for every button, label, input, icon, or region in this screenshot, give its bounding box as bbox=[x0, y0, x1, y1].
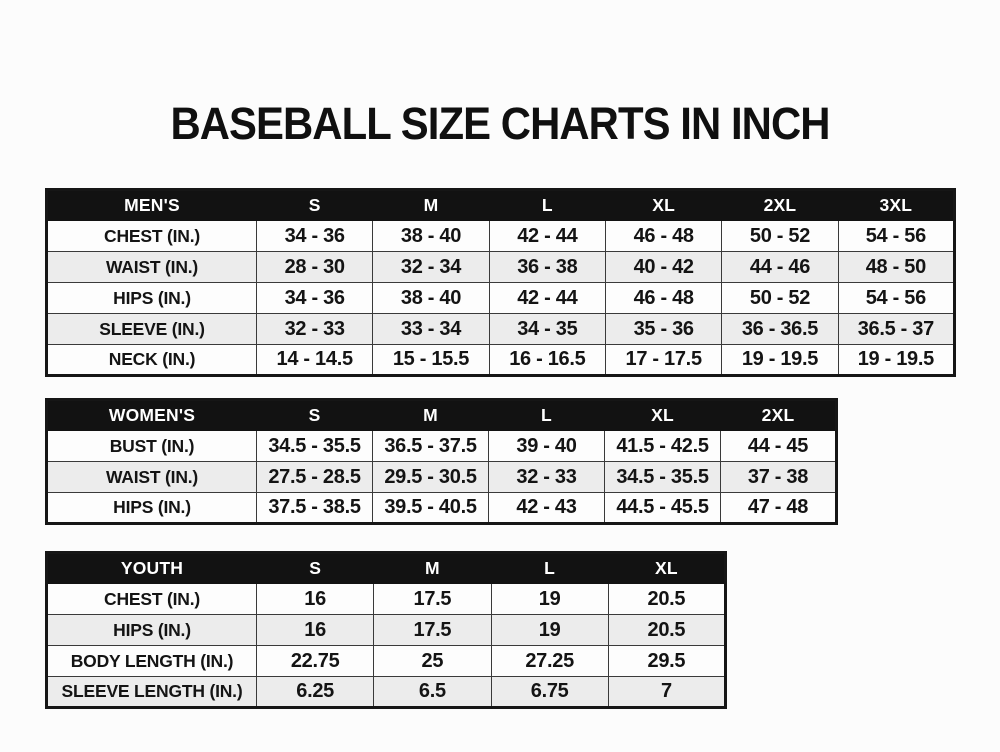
size-value-cell: 38 - 40 bbox=[373, 221, 489, 252]
size-value-cell: 32 - 34 bbox=[373, 252, 489, 283]
size-value-cell: 6.5 bbox=[374, 677, 491, 708]
table-row bbox=[47, 221, 955, 252]
row-label: SLEEVE (IN.) bbox=[47, 314, 257, 345]
table-title-cell: WOMEN'S bbox=[47, 400, 257, 431]
table-row bbox=[47, 252, 955, 283]
size-value-cell: 14 - 14.5 bbox=[257, 345, 373, 376]
row-label: NECK (IN.) bbox=[47, 345, 257, 376]
size-value-cell: 47 - 48 bbox=[721, 493, 837, 524]
table-row bbox=[47, 646, 726, 677]
table-row bbox=[47, 314, 955, 345]
size-value-cell: 22.75 bbox=[257, 646, 374, 677]
womens-size-table bbox=[45, 398, 838, 525]
size-value-cell: 36.5 - 37.5 bbox=[373, 431, 489, 462]
table-header-row bbox=[47, 190, 955, 221]
size-column-header: L bbox=[489, 400, 605, 431]
size-value-cell: 6.25 bbox=[257, 677, 374, 708]
size-value-cell: 34.5 - 35.5 bbox=[257, 431, 373, 462]
row-label: WAIST (IN.) bbox=[47, 462, 257, 493]
youth-size-table bbox=[45, 551, 727, 709]
row-label: BUST (IN.) bbox=[47, 431, 257, 462]
size-value-cell: 35 - 36 bbox=[605, 314, 721, 345]
size-value-cell: 27.5 - 28.5 bbox=[257, 462, 373, 493]
size-value-cell: 37 - 38 bbox=[721, 462, 837, 493]
size-value-cell: 32 - 33 bbox=[257, 314, 373, 345]
table-row bbox=[47, 462, 837, 493]
size-value-cell: 20.5 bbox=[608, 615, 725, 646]
size-column-header: L bbox=[491, 553, 608, 584]
size-value-cell: 36 - 38 bbox=[489, 252, 605, 283]
size-value-cell: 50 - 52 bbox=[722, 283, 838, 314]
mens-size-table bbox=[45, 188, 956, 377]
size-value-cell: 44.5 - 45.5 bbox=[605, 493, 721, 524]
size-column-header: M bbox=[374, 553, 491, 584]
size-value-cell: 19 - 19.5 bbox=[838, 345, 954, 376]
size-column-header: S bbox=[257, 190, 373, 221]
row-label: HIPS (IN.) bbox=[47, 283, 257, 314]
table-row bbox=[47, 615, 726, 646]
size-value-cell: 17.5 bbox=[374, 584, 491, 615]
size-value-cell: 46 - 48 bbox=[605, 283, 721, 314]
size-value-cell: 54 - 56 bbox=[838, 221, 954, 252]
size-value-cell: 16 - 16.5 bbox=[489, 345, 605, 376]
size-column-header: L bbox=[489, 190, 605, 221]
size-value-cell: 38 - 40 bbox=[373, 283, 489, 314]
size-value-cell: 39 - 40 bbox=[489, 431, 605, 462]
size-value-cell: 28 - 30 bbox=[257, 252, 373, 283]
size-value-cell: 46 - 48 bbox=[605, 221, 721, 252]
size-value-cell: 17.5 bbox=[374, 615, 491, 646]
size-value-cell: 54 - 56 bbox=[838, 283, 954, 314]
size-value-cell: 36 - 36.5 bbox=[722, 314, 838, 345]
size-column-header: 2XL bbox=[721, 400, 837, 431]
size-value-cell: 16 bbox=[257, 615, 374, 646]
row-label: HIPS (IN.) bbox=[47, 615, 257, 646]
size-value-cell: 32 - 33 bbox=[489, 462, 605, 493]
size-column-header: 3XL bbox=[838, 190, 954, 221]
size-column-header: M bbox=[373, 400, 489, 431]
size-value-cell: 7 bbox=[608, 677, 725, 708]
size-column-header: XL bbox=[605, 400, 721, 431]
row-label: CHEST (IN.) bbox=[47, 221, 257, 252]
table-header-row bbox=[47, 400, 837, 431]
size-column-header: S bbox=[257, 400, 373, 431]
table-row bbox=[47, 677, 726, 708]
size-value-cell: 41.5 - 42.5 bbox=[605, 431, 721, 462]
size-value-cell: 44 - 46 bbox=[722, 252, 838, 283]
size-value-cell: 36.5 - 37 bbox=[838, 314, 954, 345]
table-row bbox=[47, 493, 837, 524]
size-value-cell: 25 bbox=[374, 646, 491, 677]
size-value-cell: 34 - 36 bbox=[257, 283, 373, 314]
size-value-cell: 19 bbox=[491, 615, 608, 646]
size-value-cell: 27.25 bbox=[491, 646, 608, 677]
size-column-header: XL bbox=[608, 553, 725, 584]
table-row bbox=[47, 431, 837, 462]
table-row bbox=[47, 584, 726, 615]
size-value-cell: 50 - 52 bbox=[722, 221, 838, 252]
size-value-cell: 40 - 42 bbox=[605, 252, 721, 283]
row-label: SLEEVE LENGTH (IN.) bbox=[47, 677, 257, 708]
size-column-header: S bbox=[257, 553, 374, 584]
table-header-row bbox=[47, 553, 726, 584]
table-title-cell: YOUTH bbox=[47, 553, 257, 584]
size-value-cell: 34 - 35 bbox=[489, 314, 605, 345]
size-value-cell: 34 - 36 bbox=[257, 221, 373, 252]
table-title-cell: MEN'S bbox=[47, 190, 257, 221]
size-column-header: XL bbox=[605, 190, 721, 221]
size-value-cell: 29.5 - 30.5 bbox=[373, 462, 489, 493]
row-label: WAIST (IN.) bbox=[47, 252, 257, 283]
size-value-cell: 42 - 44 bbox=[489, 221, 605, 252]
size-value-cell: 37.5 - 38.5 bbox=[257, 493, 373, 524]
row-label: CHEST (IN.) bbox=[47, 584, 257, 615]
size-value-cell: 17 - 17.5 bbox=[605, 345, 721, 376]
size-value-cell: 48 - 50 bbox=[838, 252, 954, 283]
size-value-cell: 16 bbox=[257, 584, 374, 615]
row-label: BODY LENGTH (IN.) bbox=[47, 646, 257, 677]
size-column-header: M bbox=[373, 190, 489, 221]
size-value-cell: 29.5 bbox=[608, 646, 725, 677]
size-value-cell: 39.5 - 40.5 bbox=[373, 493, 489, 524]
size-value-cell: 42 - 44 bbox=[489, 283, 605, 314]
size-value-cell: 33 - 34 bbox=[373, 314, 489, 345]
row-label: HIPS (IN.) bbox=[47, 493, 257, 524]
size-value-cell: 6.75 bbox=[491, 677, 608, 708]
size-value-cell: 42 - 43 bbox=[489, 493, 605, 524]
size-column-header: 2XL bbox=[722, 190, 838, 221]
table-row bbox=[47, 345, 955, 376]
size-value-cell: 19 - 19.5 bbox=[722, 345, 838, 376]
table-row bbox=[47, 283, 955, 314]
size-value-cell: 20.5 bbox=[608, 584, 725, 615]
size-value-cell: 44 - 45 bbox=[721, 431, 837, 462]
size-value-cell: 19 bbox=[491, 584, 608, 615]
size-value-cell: 34.5 - 35.5 bbox=[605, 462, 721, 493]
page-title: BASEBALL SIZE CHARTS IN INCH bbox=[170, 98, 830, 150]
size-value-cell: 15 - 15.5 bbox=[373, 345, 489, 376]
